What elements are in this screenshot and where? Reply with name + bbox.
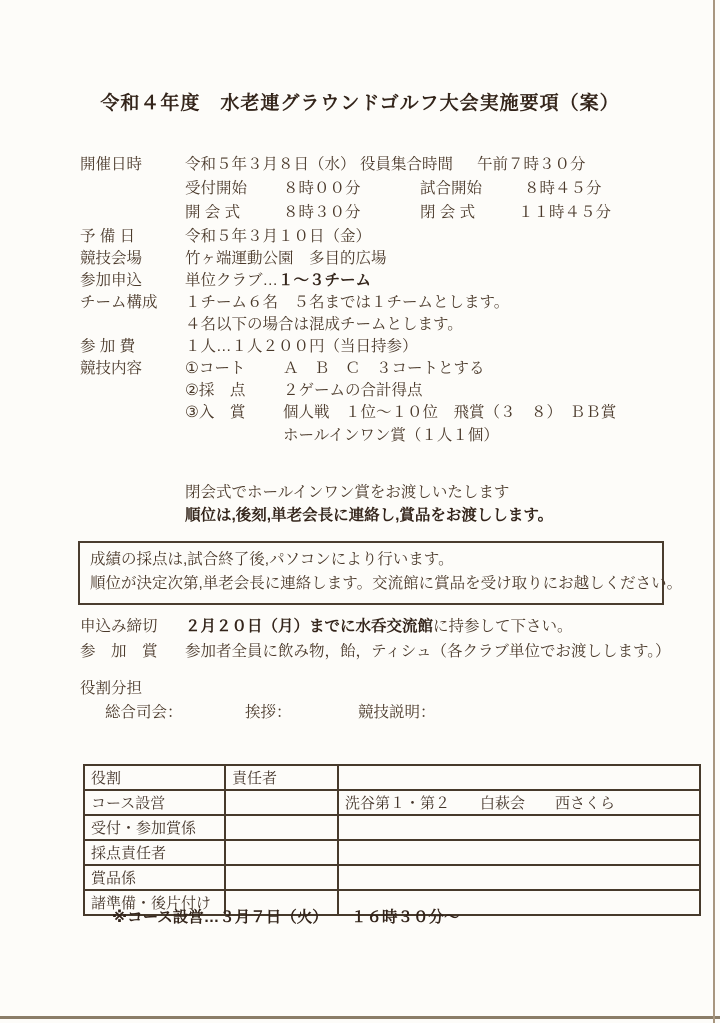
staff-assembly-time: 午前７時３０分 — [477, 156, 586, 173]
ranking-note-bold: 順位は,後刻,単老会長に連絡し,賞品をお渡しします。 — [185, 507, 554, 524]
reception-label: 受付開始 — [185, 180, 248, 197]
event-datetime-label: 開催日時 — [80, 156, 143, 173]
deadline-bold: ２月２０日（月）までに水呑交流館 — [185, 618, 434, 635]
table-row — [84, 815, 700, 840]
match-start-time: ８時４５分 — [524, 180, 602, 197]
content-item2-label: ②採 点 — [185, 382, 246, 399]
entry-bold: １～３チーム — [278, 272, 372, 289]
row-person — [225, 790, 338, 815]
venue-value: 竹ヶ端運動公園 多目的広場 — [185, 250, 387, 267]
fee-label: 参 加 費 — [80, 338, 136, 355]
row-role: 受付・参加賞係 — [84, 815, 225, 840]
row-note — [338, 865, 700, 890]
prize-label: 参 加 賞 — [80, 643, 158, 660]
scan-edge-right — [713, 0, 715, 1023]
entry-label: 参加申込 — [80, 272, 143, 289]
venue-label: 競技会場 — [80, 250, 143, 267]
row-role: 賞品係 — [84, 865, 225, 890]
row-note: 洗谷第１・第２ 白萩会 西さくら — [338, 790, 700, 815]
team-value2: ４名以下の場合は混成チームとします。 — [185, 316, 463, 333]
entry-prefix: 単位クラブ… — [185, 272, 279, 289]
closing-label: 閉 会 式 — [420, 204, 476, 221]
document-title: 令和４年度 水老連グラウンドゴルフ大会実施要項（案） — [100, 93, 620, 114]
row-role: 諸準備・後片付け — [84, 890, 225, 915]
scan-edge-bottom — [0, 1016, 720, 1019]
reserve-day-value: 令和５年３月１０日（金） — [185, 228, 372, 245]
row-person — [225, 865, 338, 890]
holeinone-note: 閉会式でホールインワン賞をお渡しいたします — [185, 484, 510, 501]
row-note — [338, 840, 700, 865]
content-item3-value: 個人戦 １位～１０位 飛賞（３ ８） ＢＢ賞 — [283, 404, 617, 421]
table-header-row — [84, 765, 700, 790]
table-row — [84, 790, 700, 815]
deadline-label: 申込み締切 — [80, 618, 158, 635]
notice-box — [78, 541, 683, 605]
prize-value: 参加者全員に飲み物，飴，ティシュ（各クラブ単位でお渡しします。） — [185, 643, 671, 660]
table-row — [84, 865, 700, 890]
deadline-value — [185, 617, 573, 637]
notice-line1: 成績の採点は,試合終了後,パソコンにより行います。 — [90, 551, 454, 568]
opening-label: 開 会 式 — [185, 204, 241, 221]
content-item2-value: ２ゲームの合計得点 — [283, 382, 423, 399]
content-item3-value2: ホールインワン賞（１人１個） — [283, 427, 499, 444]
table-row — [84, 840, 700, 865]
row-person — [225, 815, 338, 840]
deadline-rest: に持参して下さい。 — [433, 618, 573, 635]
table-footnote: ※コース設営…３月７日（火） １６時３０分～ — [112, 909, 460, 926]
explain-label: 競技説明： — [358, 704, 436, 721]
fee-value: １人…１人２００円（当日持参） — [185, 338, 418, 355]
content-item1-value: Ａ Ｂ Ｃ ３コートとする — [283, 360, 485, 377]
match-start-label: 試合開始 — [420, 180, 483, 197]
greeting-label: 挨拶： — [245, 704, 292, 721]
header-role: 役割 — [84, 765, 225, 790]
opening-time: ８時３０分 — [283, 204, 361, 221]
row-role: コース設営 — [84, 790, 225, 815]
reserve-day-label: 予 備 日 — [80, 228, 136, 245]
roles-table — [83, 764, 701, 916]
row-note — [338, 815, 700, 840]
row-role: 採点責任者 — [84, 840, 225, 865]
team-label: チーム構成 — [80, 294, 158, 311]
roles-heading: 役割分担 — [80, 680, 143, 697]
row-person — [225, 840, 338, 865]
event-date: 令和５年３月８日（水） — [185, 156, 356, 173]
header-person: 責任者 — [225, 765, 338, 790]
reception-time: ８時００分 — [283, 180, 361, 197]
closing-time: １１時４５分 — [518, 204, 612, 221]
header-note — [338, 765, 700, 790]
content-label: 競技内容 — [80, 360, 143, 377]
entry-value — [185, 271, 371, 291]
staff-assembly-label: 役員集合時間 — [360, 156, 454, 173]
content-item3-label: ③入 賞 — [185, 404, 246, 421]
team-value1: １チーム６名 ５名までは１チームとします。 — [185, 294, 510, 311]
mc-label: 総合司会： — [105, 704, 183, 721]
content-item1-label: ①コート — [185, 360, 246, 377]
notice-line2: 順位が決定次第,単老会長に連絡します。交流館に賞品を受け取りにお越しください。 — [90, 575, 683, 592]
